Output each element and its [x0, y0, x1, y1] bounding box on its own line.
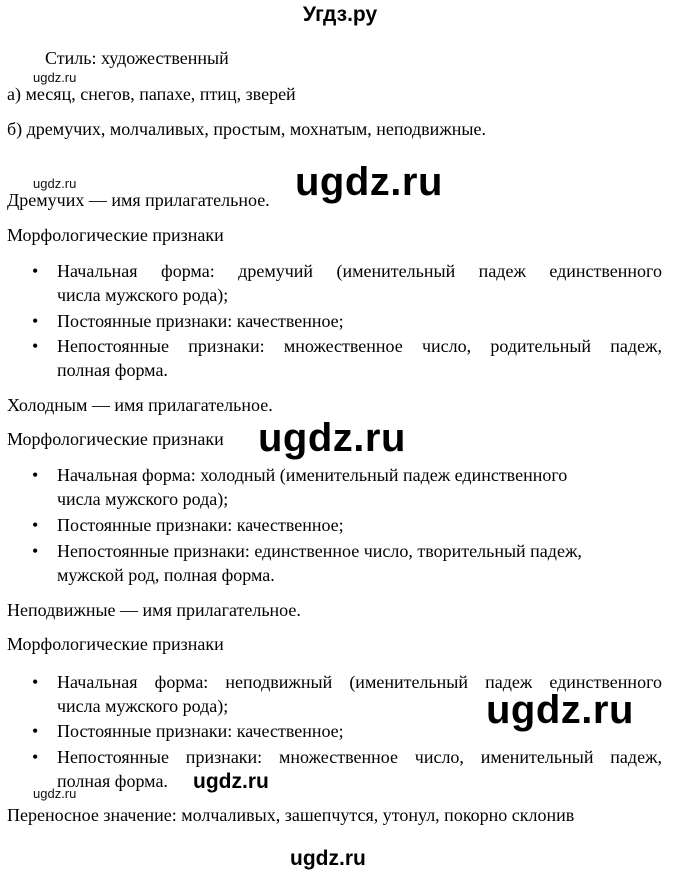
- site-title: Угдз.ру: [302, 3, 378, 26]
- bullet-dot: •: [32, 515, 39, 535]
- watermark-medium: ugdz.ru: [193, 770, 269, 793]
- bullet-line: Постоянные признаки: качественное;: [57, 721, 344, 741]
- line-a: а) месяц, снегов, папахе, птиц, зверей: [7, 84, 296, 104]
- bullet-line: Непостоянные признаки: единственное число, творительный падеж,: [57, 541, 582, 561]
- watermark-large: ugdz.ru: [486, 688, 634, 732]
- line-b: б) дремучих, молчаливых, простым, мохнатым, неподвижные.: [7, 119, 486, 139]
- bullet-line: Непостоянные признаки: множественное число, именительный падеж,: [57, 747, 662, 767]
- section-heading: Дремучих — имя прилагательное.: [7, 190, 270, 210]
- bullet-line: Начальная форма: холодный (именительный падеж единственного: [57, 465, 568, 485]
- bullet-line: числа мужского рода);: [57, 285, 229, 305]
- bullet-line: Непостоянные признаки: множественное число, родительный падеж,: [57, 336, 662, 356]
- bullet-line: полная форма.: [57, 360, 168, 380]
- bullet-line: Начальная форма: дремучий (именительный падеж единственного: [57, 261, 662, 281]
- section-heading: Неподвижные — имя прилагательное.: [7, 600, 301, 620]
- watermark-large: ugdz.ru: [295, 160, 443, 204]
- bullet-dot: •: [32, 261, 39, 281]
- watermark-large: ugdz.ru: [258, 416, 406, 460]
- bullet-line: Постоянные признаки: качественное;: [57, 311, 344, 331]
- section-subheading: Морфологические признаки: [7, 429, 224, 449]
- bullet-line: мужской род, полная форма.: [57, 565, 275, 585]
- bullet-line: числа мужского рода);: [57, 696, 229, 716]
- watermark-small: ugdz.ru: [33, 786, 77, 801]
- bullet-dot: •: [32, 336, 39, 356]
- watermark-small: ugdz.ru: [33, 70, 77, 85]
- style-line: Стиль: художественный: [45, 48, 229, 68]
- bullet-line: числа мужского рода);: [57, 489, 229, 509]
- bullet-dot: •: [32, 747, 39, 767]
- bullet-line: Начальная форма: неподвижный (именительный падеж единственного: [57, 672, 662, 692]
- figurative-meaning: Переносное значение: молчаливых, зашепчутся, утонул, покорно склонив: [7, 805, 575, 825]
- watermark-small: ugdz.ru: [33, 176, 77, 191]
- watermark-footer: ugdz.ru: [290, 847, 366, 870]
- section-subheading: Морфологические признаки: [7, 225, 224, 245]
- bullet-dot: •: [32, 541, 39, 561]
- bullet-line: Постоянные признаки: качественное;: [57, 515, 344, 535]
- bullet-line: полная форма.: [57, 771, 168, 791]
- bullet-dot: •: [32, 672, 39, 692]
- bullet-dot: •: [32, 465, 39, 485]
- section-heading: Холодным — имя прилагательное.: [7, 395, 273, 415]
- bullet-dot: •: [32, 721, 39, 741]
- bullet-dot: •: [32, 311, 39, 331]
- section-subheading: Морфологические признаки: [7, 634, 224, 654]
